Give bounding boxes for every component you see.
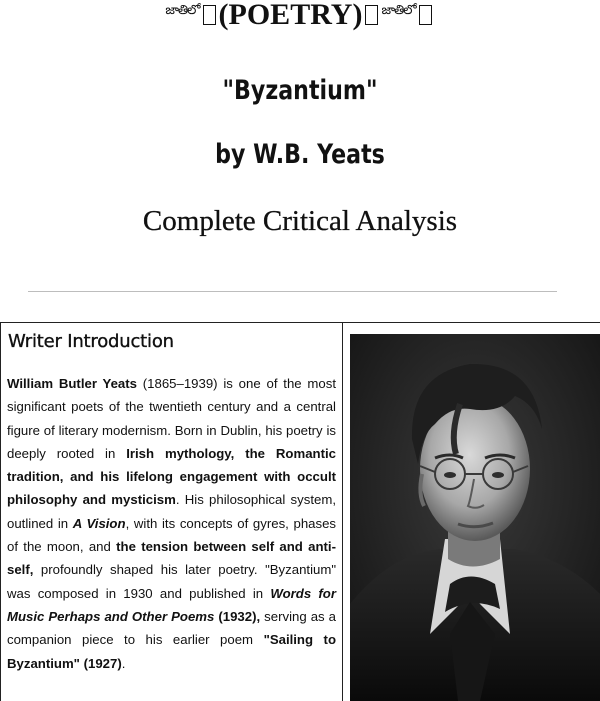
portrait-illustration [350,334,600,701]
poem-author: by W.B. Yeats [215,139,385,170]
analysis-heading: Complete Critical Analysis [142,205,458,237]
missing-glyph-icon [419,5,432,25]
paragraph-run: profoundly shaped his later poetry. "Byzantium" was composed in 1930 and published in [7,562,336,601]
poem-title: "Byzantium" [222,75,378,106]
paragraph-run: A Vision [72,515,126,531]
paragraph-run: (1932), [218,608,261,624]
paragraph-run: "Sailing to Byzantium" (1927) [7,632,336,671]
divider [28,291,557,292]
paragraph-run: the tension between self and anti-self, [7,539,336,578]
ornament-left: జాతిలో [165,2,200,17]
section-heading: Writer Introduction [8,331,174,352]
paragraph-run: William Butler Yeats [7,376,137,391]
page-banner [0,0,600,33]
missing-glyph-icon [203,5,216,25]
intro-paragraph [7,372,336,675]
paragraph-run: (1865–1939) is one of the most significant poets of the twentieth century and a central figure of literary modernism. Born in Dublin, his poetry is deeply rooted in [7,376,336,461]
missing-glyph-icon [365,5,378,25]
paragraph-run: serving as a companion piece to his earlier poem [7,608,336,648]
portrait-photo [350,334,600,701]
paragraph-run: , with its concepts of gyres, phases of the moon, and [7,515,337,555]
paragraph-run: Words for Music Perhaps and Other Poems [7,585,336,624]
ornament-right: జాతిలో [381,2,416,17]
paragraph-run: . [121,655,126,671]
category-label: (POETRY) [218,0,363,31]
paragraph-run: Irish mythology, the Romantic tradition, and his lifelong engagement with occult philosophy and mysticism [7,445,336,508]
paragraph-run: . His philosophical system, outlined in [7,492,336,531]
